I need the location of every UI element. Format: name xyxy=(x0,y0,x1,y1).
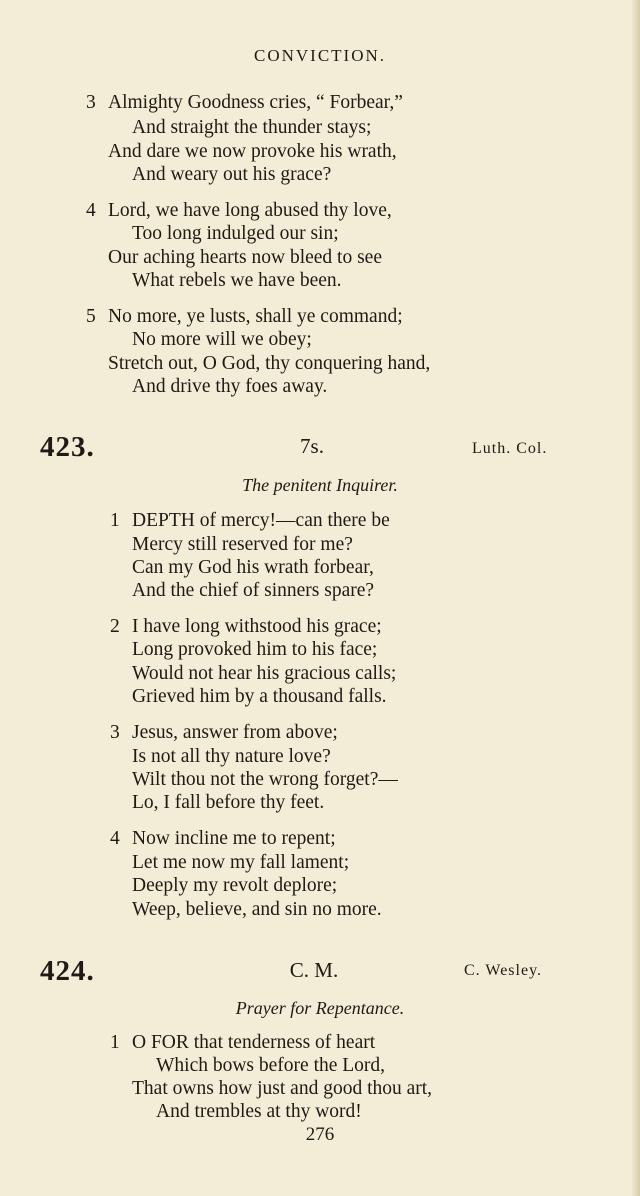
verse-number: 1 xyxy=(110,1032,120,1053)
hymn-title: The penitent Inquirer. xyxy=(242,475,398,495)
verse-line: Let me now my fall lament; xyxy=(132,852,350,873)
verse-line: That owns how just and good thou art, xyxy=(132,1078,433,1099)
verse-line: Long provoked him to his face; xyxy=(132,639,378,660)
verse-line: I have long withstood his grace; xyxy=(132,616,382,637)
verse-line: What rebels we have been. xyxy=(132,270,342,291)
verse-line: And the chief of sinners spare? xyxy=(132,580,375,601)
hymn-meter: C. M. xyxy=(289,958,339,982)
verse-line: Too long indulged our sin; xyxy=(132,223,339,244)
verse-line: And weary out his grace? xyxy=(132,164,332,185)
verse-line: No more will we obey; xyxy=(132,329,312,350)
verse-line: Now incline me to repent; xyxy=(132,828,336,849)
verse-number: 2 xyxy=(110,616,120,637)
verse-line: Is not all thy nature love? xyxy=(132,746,331,767)
hymn-author: Luth. Col. xyxy=(472,440,548,457)
verse-line: Can my God his wrath forbear, xyxy=(132,557,374,578)
running-title: CONVICTION. xyxy=(253,46,387,65)
hymn-author: C. Wesley. xyxy=(464,962,543,979)
verse-line: And straight the thunder stays; xyxy=(132,117,372,138)
page-number: 276 xyxy=(305,1124,335,1145)
verse-line: And drive thy foes away. xyxy=(132,376,328,397)
verse-line: Jesus, answer from above; xyxy=(132,722,338,743)
verse-line: Deeply my revolt deplore; xyxy=(132,875,338,896)
verse-line: Mercy still reserved for me? xyxy=(132,534,353,555)
verse-line: Weep, believe, and sin no more. xyxy=(132,899,382,920)
verse-line: Grieved him by a thousand falls. xyxy=(132,686,387,707)
verse-number: 4 xyxy=(86,200,96,221)
verse-line: Stretch out, O God, thy conquering hand, xyxy=(108,353,431,374)
verse-line: Lord, we have long abused thy love, xyxy=(108,200,392,221)
hymn-meter: 7s. xyxy=(300,434,324,458)
hymn-title: Prayer for Repentance. xyxy=(235,998,405,1018)
verse-line: Our aching hearts now bleed to see xyxy=(108,247,382,268)
verse-line: No more, ye lusts, shall ye command; xyxy=(108,306,403,327)
verse-line: O FOR that tenderness of heart xyxy=(132,1032,376,1053)
hymn-number: 424. xyxy=(40,955,95,987)
verse-line: Lo, I fall before thy feet. xyxy=(132,792,325,813)
verse-line: And dare we now provoke his wrath, xyxy=(108,141,397,162)
hymn-number: 423. xyxy=(40,431,95,463)
verse-number: 3 xyxy=(110,722,120,743)
verse-number: 5 xyxy=(86,306,96,327)
verse-line: And trembles at thy word! xyxy=(156,1101,362,1122)
verse-number: 3 xyxy=(86,92,96,113)
verse-number: 4 xyxy=(110,828,120,849)
verse-number: 1 xyxy=(110,510,120,531)
verse-line: Wilt thou not the wrong forget?— xyxy=(132,769,398,790)
verse-line: Which bows before the Lord, xyxy=(156,1055,386,1076)
verse-line: DEPTH of mercy!—can there be xyxy=(132,510,390,531)
verse-line: Almighty Goodness cries, “ Forbear,” xyxy=(108,92,403,113)
verse-line: Would not hear his gracious calls; xyxy=(132,663,397,684)
